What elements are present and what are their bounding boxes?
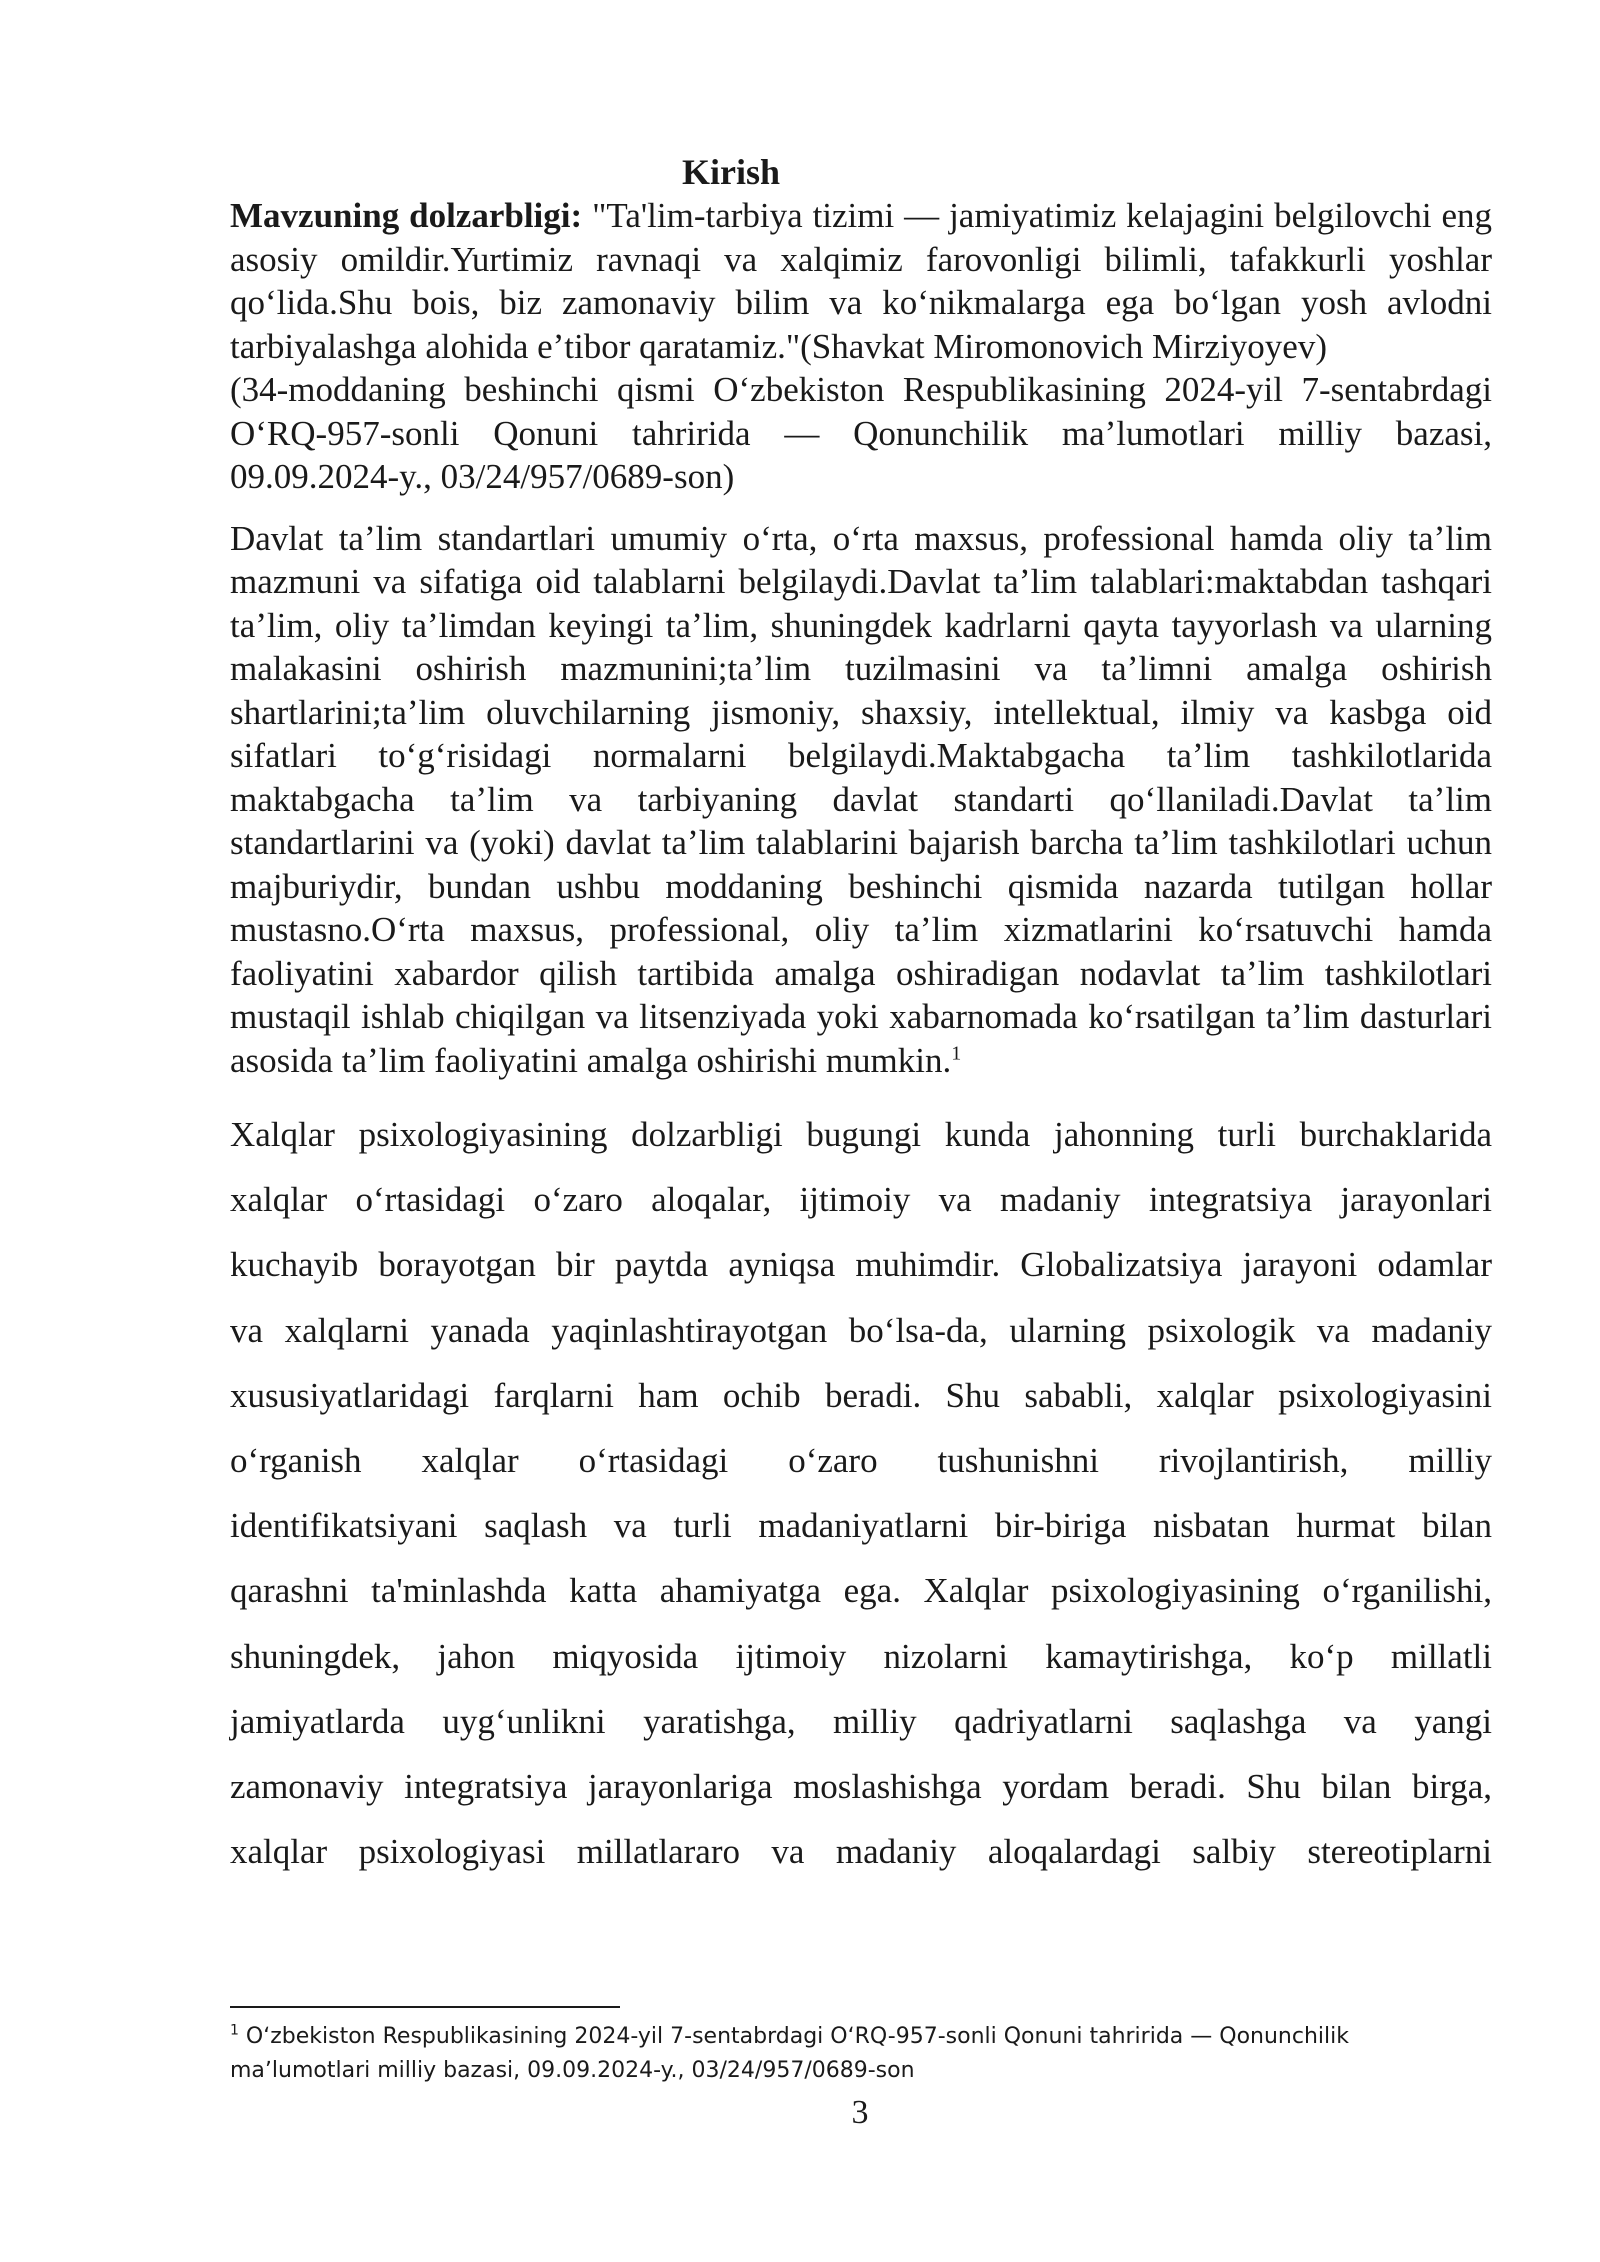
body-line: xalqlar oʻrtasidagi oʻzaro aloqalar, ijtimoiy va madaniy integratsiya jarayonlari xyxy=(230,1180,1492,1220)
footnote xyxy=(230,2020,1492,2088)
body-line: Xalqlar psixologiyasining dolzarbligi bugungi kunda jahonning turli burchaklarida xyxy=(230,1115,1492,1154)
body-line: shuningdek, jahon miqyosida ijtimoiy nizolarni kamaytirishga, koʻp millatli xyxy=(230,1636,1492,1676)
body-line: xalqlar psixologiyasi millatlararo va madaniy aloqalardagi salbiy stereotiplarni xyxy=(230,1832,1492,1872)
law-citation: (34-moddaning beshinchi qismi Oʻzbekiston Respublikasining 2024-yil 7-sentabrdagi OʻRQ-957-sonli Qonuni tahririda — Qonunchilik maʼlumotlari milliy bazasi, 09.09.2024-y., 03/24/957/0689-son) xyxy=(230,370,1492,496)
footnote-number: 1 xyxy=(230,2022,239,2039)
body-line: zamonaviy integratsiya jarayonlariga moslashishga yordam beradi. Shu bilan birga, xyxy=(230,1767,1492,1807)
footnote-text: Oʻzbekiston Respublikasining 2024-yil 7-sentabrdagi OʻRQ-957-sonli Qonuni tahririda — Qonunchilik maʼlumotlari milliy bazasi, 09.09.2024-y., 03/24/957/0689-son xyxy=(230,2024,1349,2083)
standards-paragraph xyxy=(230,517,1492,1083)
body-line: xususiyatlaridagi farqlarni ham ochib beradi. Shu sababli, xalqlar psixologiyasini xyxy=(230,1375,1492,1415)
body-line: qarashni ta'minlashda katta ahamiyatga ega. Xalqlar psixologiyasining oʻrganilishi, xyxy=(230,1571,1492,1611)
body-line: va xalqlarni yanada yaqinlashtirayotgan boʻlsa-da, ularning psixologik va madaniy xyxy=(230,1310,1492,1350)
page-content xyxy=(230,150,1492,1884)
standards-text: Davlat taʼlim standartlari umumiy oʻrta, oʻrta maxsus, professional hamda oliy taʼlim mazmuni va sifatiga oid talablarni belgilaydi.Davlat taʼlim talablari:maktabdan tashqari taʼlim, oliy taʼlimdan keyingi taʼlim, shuningdek kadrlarni qayta tayyorlash va ularning malakasini oshirish mazmunini;taʼlim tuzilmasini va taʼlimni amalga oshirish shartlarini;taʼlim oluvchilarning jismoniy, shaxsiy, intellektual, ilmiy va kasbga oid sifatlari toʻgʻrisidagi normalarni belgilaydi.Maktabgacha taʼlim tashkilotlarida maktabgacha taʼlim va tarbiyaning davlat standarti qoʻllaniladi.Davlat taʼlim standartlarini va (yoki) davlat taʼlim talablarini bajarish barcha taʼlim tashkilotlari uchun majburiydir, bundan ushbu moddaning beshinchi qismida nazarda tutilgan hollar mustasno.Oʻrta maxsus, professional, oliy taʼlim xizmatlarini koʻrsatuvchi hamda faoliyatini xabardor qilish tartibida amalga oshiradigan nodavlat taʼlim tashkilotlari mustaqil ishlab chiqilgan va litsenziyada yoki xabarnomada koʻrsatilgan taʼlim dasturlari asosida taʼlim faoliyatini amalga oshirishi mumkin. xyxy=(230,518,1492,1080)
body-line: jamiyatlarda uygʻunlikni yaratishga, milliy qadriyatlarni saqlashga va yangi xyxy=(230,1701,1492,1741)
intro-paragraph xyxy=(230,194,1492,368)
page-number: 3 xyxy=(851,2094,869,2131)
body-line: identifikatsiyani saqlash va turli madaniyatlarni bir-biriga nisbatan hurmat bilan xyxy=(230,1506,1492,1546)
footnote-divider xyxy=(230,2006,620,2008)
body-line: kuchayib borayotgan bir paytda ayniqsa muhimdir. Globalizatsiya jarayoni odamlar xyxy=(230,1245,1492,1285)
body-line: oʻrganish xalqlar oʻrtasidagi oʻzaro tushunishni rivojlantirish, milliy xyxy=(230,1441,1492,1481)
president-quote: "Ta'lim-tarbiya tizimi — jamiyatimiz kelajagini belgilovchi eng asosiy omildir.Yurtimiz ravnaqi va xalqimiz farovonligi bilimli, tafakkurli yoshlar qoʻlida.Shu bois, biz zamonaviy bilim va koʻnikmalarga ega boʻlgan yosh avlodni tarbiyalashga alohida eʼtibor qaratamiz."(Shavkat Miromonovich Mirziyoyev) xyxy=(230,196,1492,366)
relevance-label: Mavzuning dolzarbligi: xyxy=(230,196,583,235)
section-heading: Kirish xyxy=(681,152,780,192)
footnote-reference: 1 xyxy=(951,1041,962,1064)
body-paragraph xyxy=(230,1102,1492,1884)
